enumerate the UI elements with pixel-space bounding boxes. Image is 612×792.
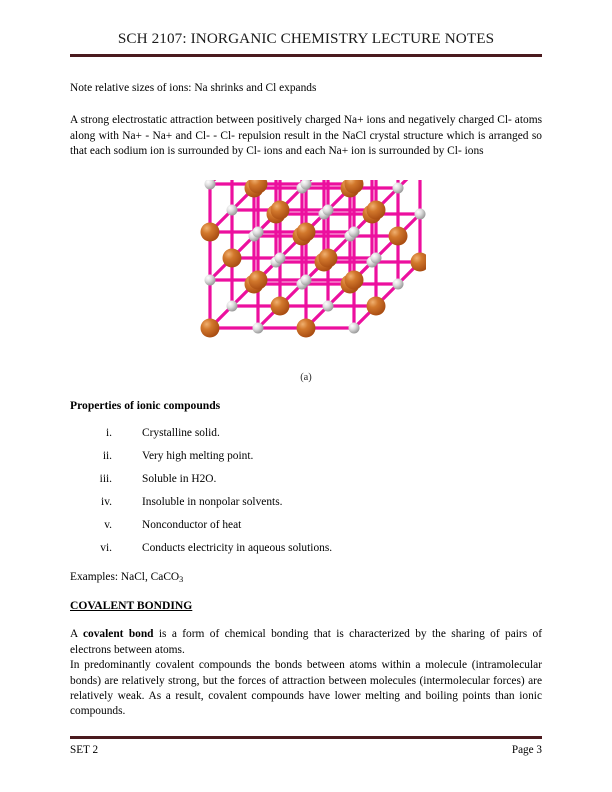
spacer: [70, 614, 542, 627]
definition-lead: A: [70, 628, 83, 641]
sodium-ion: [205, 180, 216, 190]
definition-rest: is a form of chemical bonding that is characterized by the sharing of pairs of electrons between atoms.: [70, 628, 542, 656]
covalent-bonding-heading: COVALENT BONDING: [70, 598, 193, 612]
chloride-ion: [271, 296, 290, 315]
chloride-ion: [223, 248, 242, 267]
examples-subscript: 3: [179, 574, 184, 584]
spacer: [70, 413, 542, 426]
footer-page-number: Page 3: [511, 744, 542, 756]
sodium-ion: [393, 182, 404, 193]
chloride-ion: [249, 270, 268, 289]
list-item: [70, 426, 542, 441]
list-item-marker: v.: [104, 518, 112, 531]
list-item: [70, 472, 542, 487]
list-item: [70, 449, 542, 464]
list-item-marker: ii.: [102, 450, 112, 463]
list-item-marker: iv.: [101, 495, 112, 508]
examples-line: [70, 570, 542, 585]
chloride-ion: [389, 226, 408, 245]
examples-label: Examples: NaCl, CaCO: [70, 570, 180, 583]
footer-set-label: SET 2: [70, 744, 99, 756]
spacer: [70, 385, 542, 398]
note-line: Note relative sizes of ions: Na shrinks and Cl expands: [70, 82, 317, 94]
list-item-marker: vi.: [100, 541, 112, 554]
covalent-heading-wrap: [70, 598, 542, 614]
covalent-paragraph: In predominantly covalent compounds the bonds between atoms within a molecule (intramolecular bonds) are relatively strong, but the forces of attraction between molecules (intermolecular forces) are relatively weak. As a result, covalent compounds have lower melting and boiling points than ionic compounds.: [70, 659, 542, 718]
nacl-lattice-diagram: [186, 180, 426, 355]
sodium-ion: [227, 300, 238, 311]
spacer: [70, 96, 542, 113]
lattice-bonds: [210, 180, 420, 328]
chloride-ion: [319, 248, 338, 267]
page-footer: [70, 736, 542, 756]
properties-list: [70, 426, 542, 556]
document-body: [70, 57, 542, 720]
page-title: SCH 2107: INORGANIC CHEMISTRY LECTURE NOTES: [117, 30, 495, 47]
chloride-ion: [345, 270, 364, 289]
sodium-ion: [349, 226, 360, 237]
list-item-text: Soluble in H2O.: [142, 473, 217, 486]
sodium-ion: [253, 226, 264, 237]
list-item-text: Conducts electricity in aqueous solutions.: [142, 541, 333, 554]
chloride-ion: [367, 200, 386, 219]
properties-heading: Properties of ionic compounds: [70, 398, 221, 412]
sodium-ion: [371, 252, 382, 263]
page-header: [70, 0, 542, 57]
sodium-ion: [349, 322, 360, 333]
sodium-ion: [205, 274, 216, 285]
sodium-ion: [253, 322, 264, 333]
spacer: [70, 585, 542, 598]
covalent-bond-term: covalent bond: [82, 628, 154, 641]
list-item-text: Very high melting point.: [142, 450, 254, 463]
sodium-ion: [323, 204, 334, 215]
list-item-marker: i.: [105, 427, 112, 440]
list-item-text: Insoluble in nonpolar solvents.: [142, 495, 283, 508]
sodium-ion: [301, 274, 312, 285]
covalent-definition: [70, 627, 542, 658]
list-item-text: Nonconductor of heat: [142, 518, 242, 531]
sodium-ion: [323, 300, 334, 311]
sodium-ion: [393, 278, 404, 289]
sodium-ion: [275, 252, 286, 263]
sodium-ion: [227, 204, 238, 215]
chloride-ion: [297, 222, 316, 241]
chloride-ion: [271, 200, 290, 219]
chloride-ion: [367, 296, 386, 315]
figure-caption: (a): [300, 371, 312, 383]
chloride-ion: [201, 222, 220, 241]
sodium-ion: [415, 208, 426, 219]
footer-row: [70, 739, 542, 756]
intro-paragraph: A strong electrostatic attraction between positively charged Na+ ions and negatively charged Cl- atoms along with Na+ - Na+ and Cl- - Cl- repulsion result in the NaCl crystal structure which is arranged so that each sodium ion is surrounded by Cl- ions and each Na+ ion is surrounded by Cl- ions: [70, 114, 542, 158]
list-item: [70, 541, 542, 556]
list-item: [70, 518, 542, 533]
list-item-text: Crystalline solid.: [142, 427, 220, 440]
list-item-marker: iii.: [99, 473, 112, 486]
chloride-ion: [201, 318, 220, 337]
nacl-lattice-figure: [70, 180, 542, 385]
chloride-ion: [297, 318, 316, 337]
list-item: [70, 495, 542, 510]
